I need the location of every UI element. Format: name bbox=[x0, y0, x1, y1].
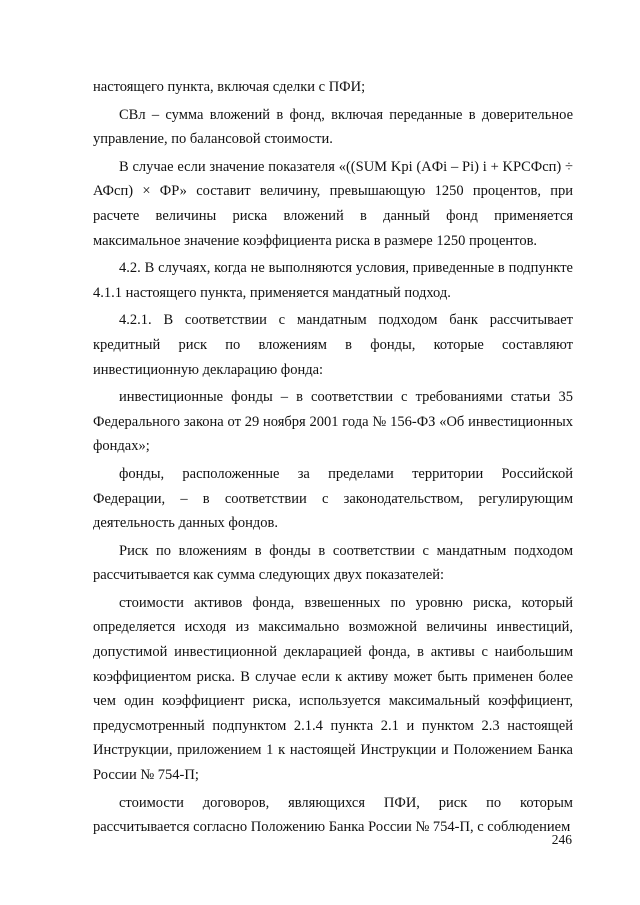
paragraph: стоимости активов фонда, взвешенных по уровню риска, который определяется исходя из максимально возможной величины инвестиций, допустимой инвестиционной декларацией фонда, в активы с наибольшим коэффициентом риска. В случае если к активу может быть применен более чем один коэффициент риска, используется максимальный коэффициент, предусмотренный подпунктом 2.1.4 пункта 2.1 и пунктом 2.3 настоящей Инструкции, приложением 1 к настоящей Инструкции и Положением Банка России № 754-П; bbox=[93, 594, 573, 784]
paragraph: стоимости договоров, являющихся ПФИ, риск по которым рассчитывается согласно Положению Банка России № 754-П, с соблюдением bbox=[93, 794, 573, 836]
paragraph: 4.2.1. В соответствии с мандатным подходом банк рассчитывает кредитный риск по вложениям в фонды, которые составляют инвестиционную декларацию фонда: bbox=[93, 312, 573, 378]
paragraph: В случае если значение показателя «((SUM Kpi (AФi – Pi) i + KPCФсп) ÷ АФсп) × ФР» составит величину, превышающую 1250 процентов, при расчете величины риска вложений в данный фонд применяется максимальное значение коэффициента риска в размере 1250 процентов. bbox=[93, 158, 573, 249]
paragraph: настоящего пункта, включая сделки с ПФИ; bbox=[93, 79, 366, 95]
paragraph: 4.2. В случаях, когда не выполняются условия, приведенные в подпункте 4.1.1 настоящего пункта, применяется мандатный подход. bbox=[93, 260, 573, 301]
paragraph: инвестиционные фонды – в соответствии с требованиями статьи 35 Федерального закона от 29 ноября 2001 года № 156-ФЗ «Об инвестиционных фондах»; bbox=[93, 389, 573, 455]
paragraph: фонды, расположенные за пределами территории Российской Федерации, – в соответствии с законодательством, регулирующим деятельность данных фондов. bbox=[93, 465, 573, 532]
paragraph: СВл – сумма вложений в фонд, включая переданные в доверительное управление, по балансовой стоимости. bbox=[93, 106, 573, 148]
page-number: 246 bbox=[551, 832, 572, 847]
paragraph: Риск по вложениям в фонды в соответствии с мандатным подходом рассчитывается как сумма следующих двух показателей: bbox=[93, 542, 573, 584]
document-body bbox=[93, 75, 573, 840]
